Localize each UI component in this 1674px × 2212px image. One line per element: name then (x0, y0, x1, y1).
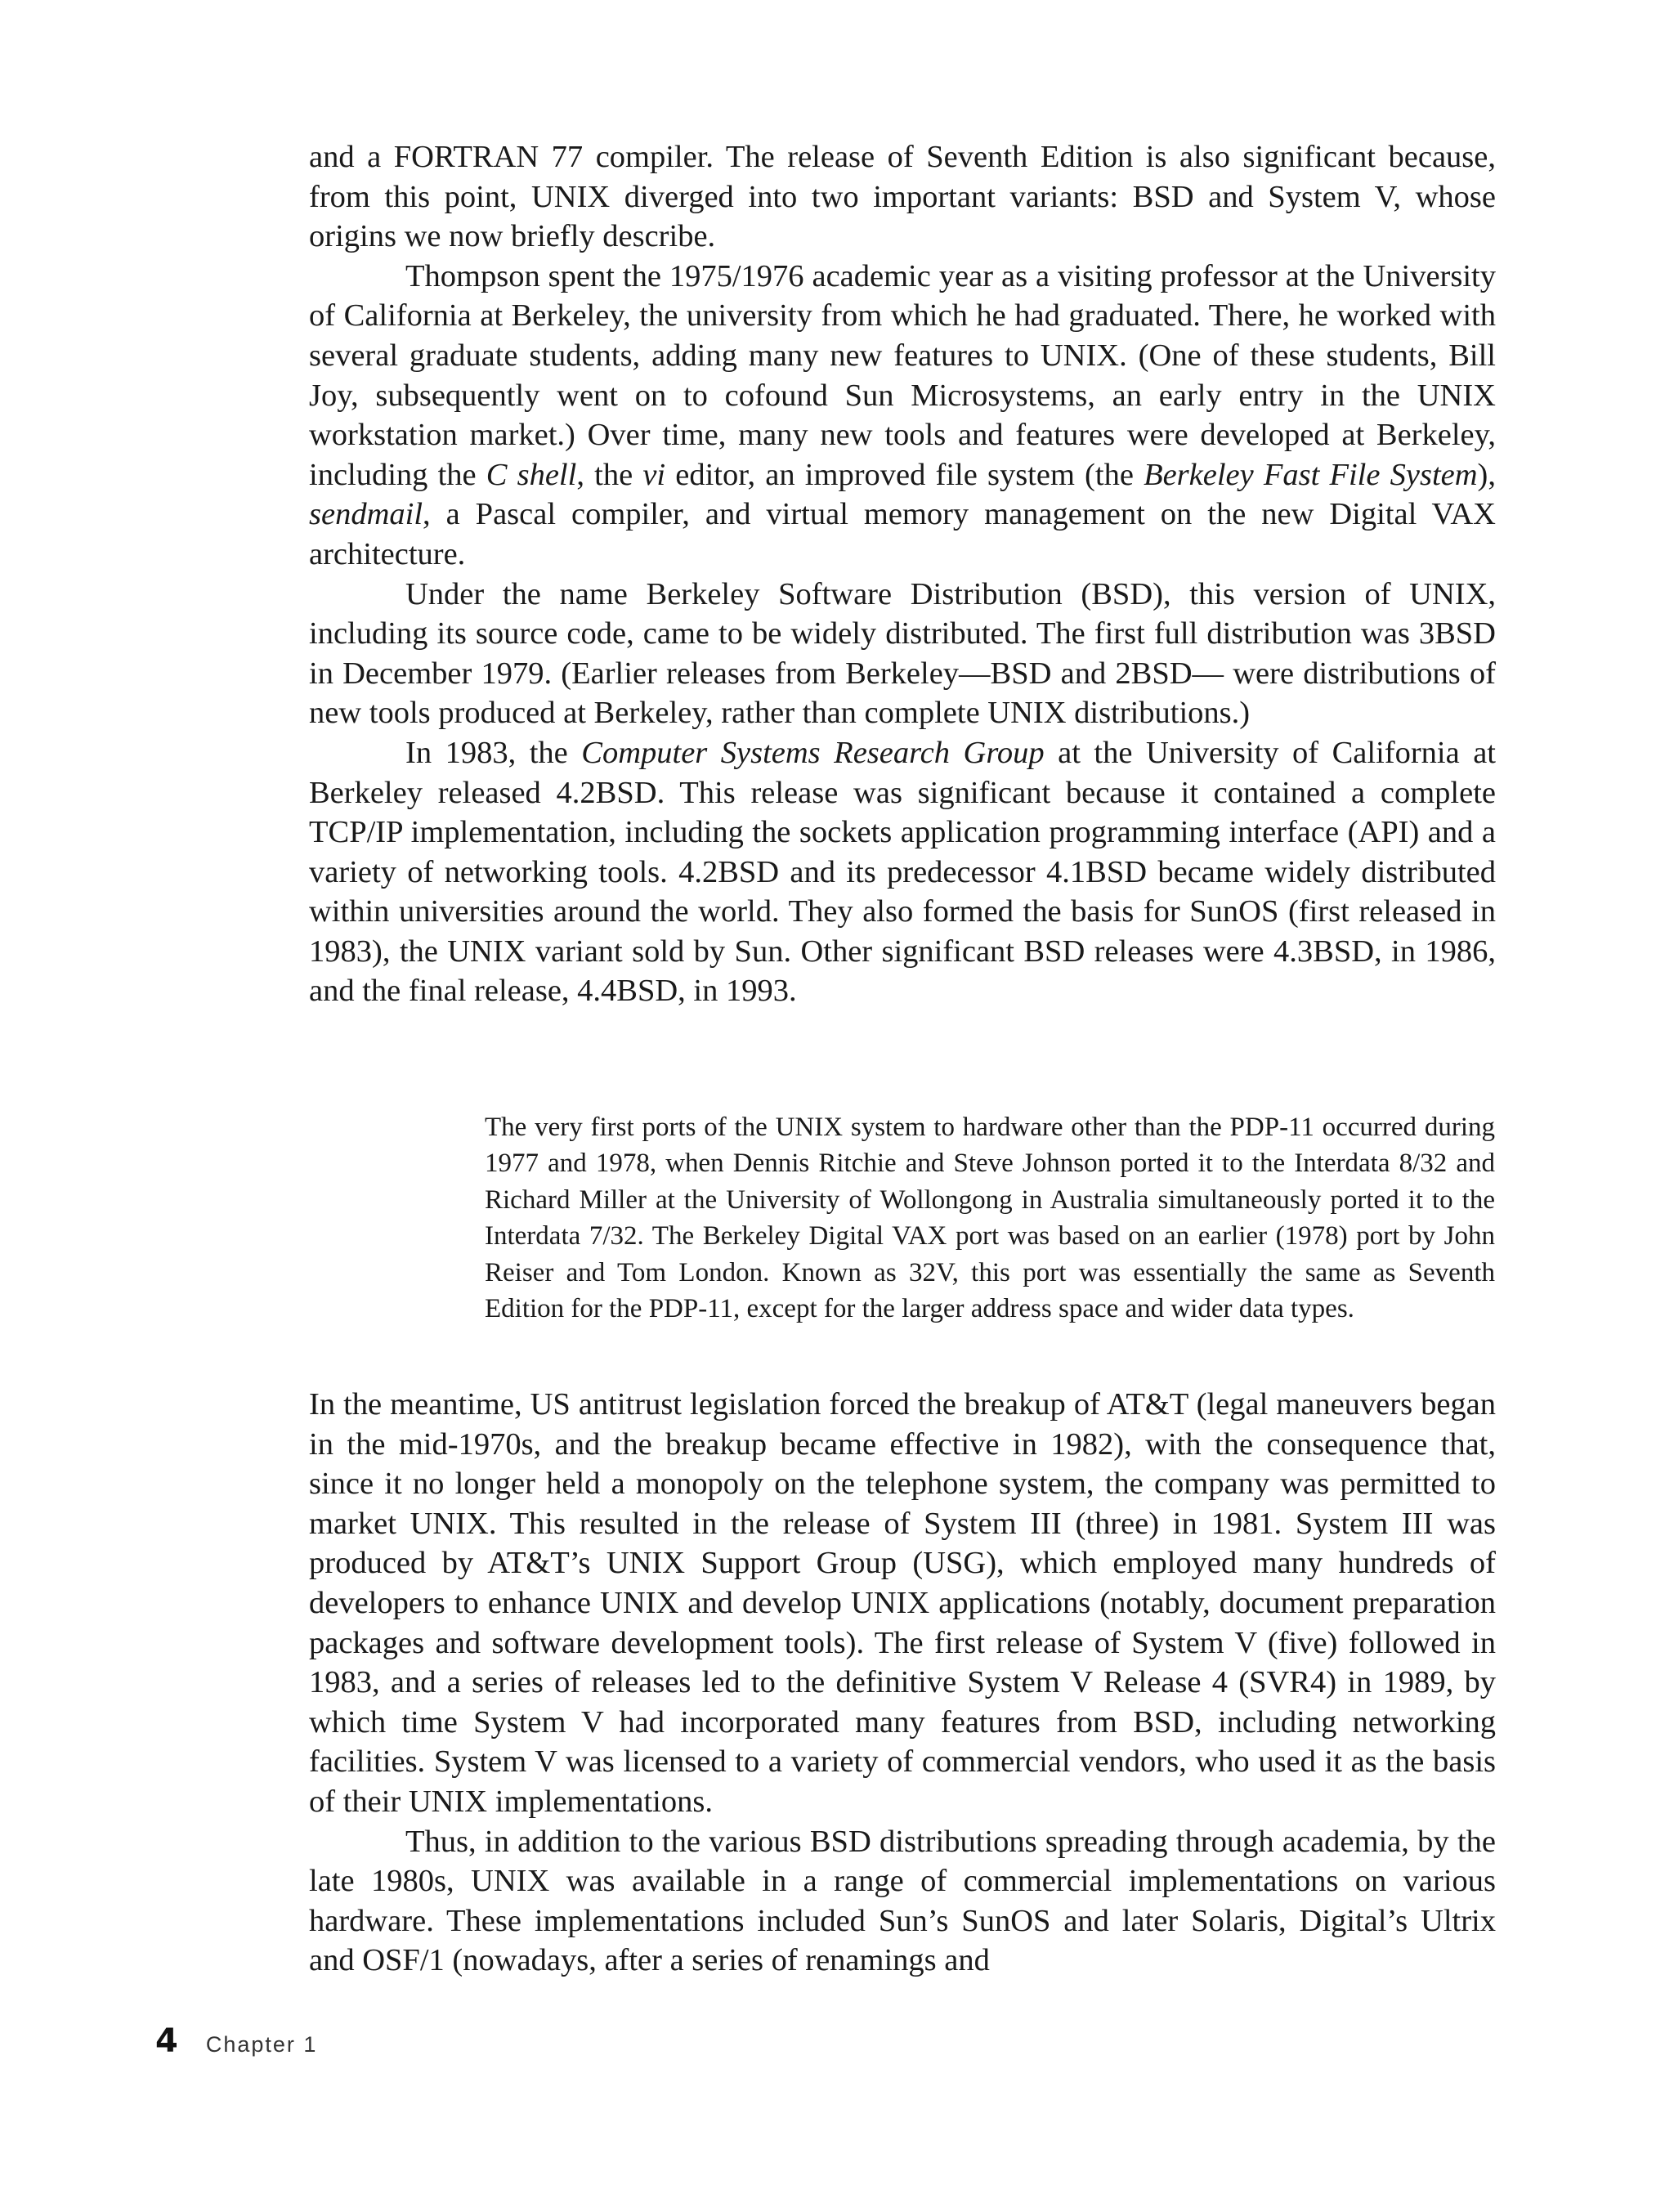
paragraph (309, 137, 1496, 257)
text-run: , a Pascal compiler, and virtual memory management on the new Digital VAX architecture. (309, 497, 1496, 571)
page-number: 4 (155, 2022, 178, 2060)
text-run: Thompson spent the 1975/1976 academic year as a visiting professor at the University of California at Berkeley, the university from which he had graduated. There, he worked with several graduate students, adding many new features to UNIX. (One of these students, Bill Joy, subsequently went on to cofound Sun Microsystems, an early entry in the UNIX workstation market.) Over time, many new tools and features were developed at Berkeley, including the (309, 258, 1496, 492)
body-text-bottom (309, 1385, 1496, 1981)
text-run: and a FORTRAN 77 compiler. The release of Seventh Edition is also significant because, from this point, UNIX diverged into two important variants: BSD and System V, whose origins we now briefly describe. (309, 140, 1496, 254)
italic-term: vi (642, 457, 666, 492)
text-run: Under the name Berkeley Software Distribution (BSD), this version of UNIX, including its source code, came to be widely distributed. The first full distribution was 3BSD in December 1979. (Earlier releases from Berkeley—BSD and 2BSD— were distributions of new tools produced at Berkeley, rather than complete UNIX distributions.) (309, 576, 1496, 731)
text-run: at the University of California at Berkeley released 4.2BSD. This release was significant because it contained a complete TCP/IP implementation, including the sockets application programming interface (API) and a variety of networking tools. 4.2BSD and its predecessor 4.1BSD became widely distributed within universities around the world. They also formed the basis for SunOS (first released in 1983), the UNIX variant sold by Sun. Other significant BSD releases were 4.3BSD, in 1986, and the final release, 4.4BSD, in 1993. (309, 735, 1496, 1009)
text-run: editor, an improved file system (the (665, 457, 1144, 492)
text-run: , the (576, 457, 643, 492)
side-note-text: The very first ports of the UNIX system to hardware other than the PDP-11 occurred during 1977 and 1978, when Dennis Ritchie and Steve Johnson ported it to the Interdata 8/32 and Richard Miller at the University of Wollongong in Australia simultaneously ported it to the Interdata 7/32. The Berkeley Digital VAX port was based on an earlier (1978) port by John Reiser and Tom London. Known as 32V, this port was essentially the same as Seventh Edition for the PDP-11, except for the larger address space and wider data types. (485, 1113, 1495, 1324)
paragraph (309, 1385, 1496, 1822)
italic-term: Computer Systems Research Group (581, 735, 1045, 770)
italic-term: sendmail (309, 497, 423, 532)
side-note (485, 1109, 1495, 1327)
paragraph (309, 1822, 1496, 1981)
italic-term: Berkeley Fast File System (1144, 457, 1478, 492)
page-footer (155, 2022, 317, 2071)
paragraph (309, 257, 1496, 575)
body-text-top (309, 137, 1496, 1011)
text-run: Thus, in addition to the various BSD distributions spreading through academia, by the late 1980s, UNIX was available in a range of commercial implementations on various hardware. These implementations included Sun’s SunOS and later Solaris, Digital’s Ultrix and OSF/1 (nowadays, after a series of renamings and (309, 1824, 1496, 1978)
paragraph (309, 733, 1496, 1011)
chapter-label: Chapter 1 (205, 2032, 318, 2057)
text-run: In the meantime, US antitrust legislation forced the breakup of AT&T (legal maneuvers began in the mid-1970s, and the breakup became effective in 1982), with the consequence that, since it no longer held a monopoly on the telephone system, the company was permitted to market UNIX. This resulted in the release of System III (three) in 1981. System III was produced by AT&T’s UNIX Support Group (USG), which employed many hundreds of developers to enhance UNIX and develop UNIX applications (notably, document preparation packages and software development tools). The first release of System V (five) followed in 1983, and a series of releases led to the definitive System V Release 4 (SVR4) in 1989, by which time System V had incorporated many features from BSD, including networking facilities. System V was licensed to a variety of commercial vendors, who used it as the basis of their UNIX implementations. (309, 1387, 1496, 1819)
text-run: ), (1477, 457, 1496, 492)
paragraph (309, 575, 1496, 733)
italic-term: C shell (486, 457, 577, 492)
text-run: In 1983, the (405, 735, 582, 770)
